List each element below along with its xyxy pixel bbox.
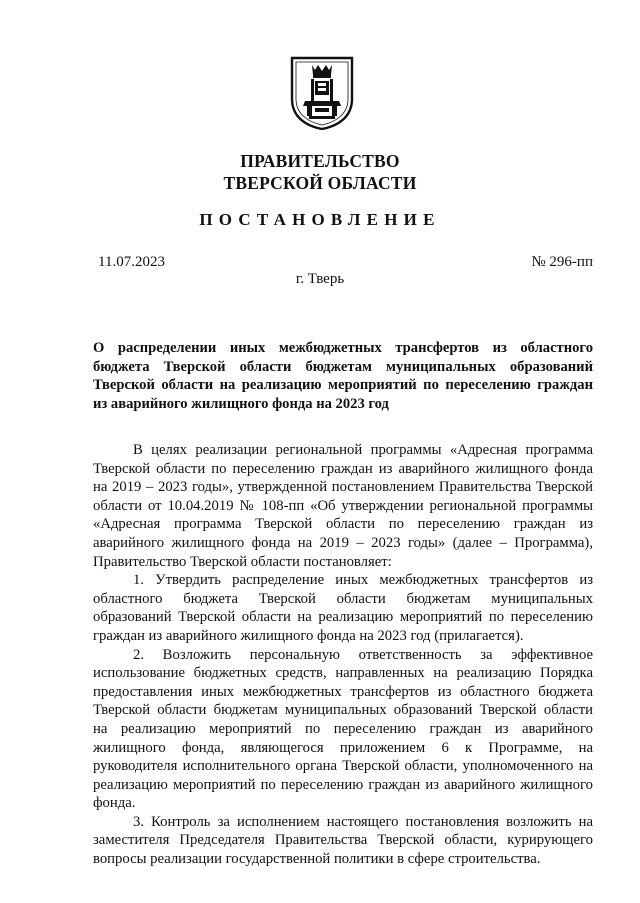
item-3-paragraph <box>93 813 593 869</box>
text-line: 1. Утвердить распределение иных межбюджетных трансфертов из <box>133 572 593 589</box>
text-line: вопросы реализации государственной политики в сфере строительства. <box>93 851 541 868</box>
title-line: из аварийного жилищного фонда на 2023 год <box>93 395 389 412</box>
document-city: г. Тверь <box>295 271 345 287</box>
document-title <box>93 339 593 413</box>
text-line: фонда. <box>93 795 136 812</box>
item-1-paragraph <box>93 571 593 645</box>
text-line: на 2019 – 2023 годы», утвержденной постановлением Правительства Тверской <box>93 479 593 496</box>
org-line-1: ПРАВИТЕЛЬСТВО <box>240 151 400 171</box>
organization-name <box>0 150 640 194</box>
text-line: жилищного фонда, являющегося приложением 6 к Программе, на <box>93 739 593 756</box>
text-line: предоставления иных межбюджетных трансфертов из областного бюджета <box>93 683 593 700</box>
text-line: В целях реализации региональной программы «Адресная программа <box>133 442 593 458</box>
text-line: области от 10.04.2019 № 108-пп «Об утверждении региональной программы <box>93 497 593 514</box>
document-body <box>93 441 593 869</box>
text-line: заместителя Председателя Правительства Тверской области, курирующего <box>93 832 593 849</box>
document-number: № 296-пп <box>531 254 593 270</box>
text-line: аварийного жилищного фонда на 2019 – 2023 годы» (далее – Программа), <box>93 534 593 551</box>
title-line: бюджета Тверской области бюджетам муниципальных образований <box>93 358 593 375</box>
text-line: на реализацию мероприятий по переселению граждан из аварийного <box>93 720 593 737</box>
text-line: 3. Контроль за исполнением настоящего постановления возложить на <box>133 813 593 830</box>
text-line: использование бюджетных средств, направленных на реализацию Порядка <box>93 665 593 682</box>
text-line: Тверской области бюджетам муниципальных образований Тверской области <box>93 702 593 719</box>
text-line: «Адресная программа Тверской области по переселению граждан из <box>93 516 593 533</box>
text-line: руководителя исполнительного органа Тверской области, уполномоченного на <box>93 758 593 775</box>
title-line: Тверской области на реализацию мероприятий по переселению граждан <box>93 377 593 393</box>
coat-of-arms-icon <box>289 55 355 131</box>
text-line: граждан из аварийного жилищного фонда на 2023 год (прилагается). <box>93 627 524 644</box>
preamble-paragraph <box>93 441 593 571</box>
document-type: ПОСТАНОВЛЕНИЕ <box>199 210 441 229</box>
document-date: 11.07.2023 <box>98 254 165 270</box>
text-line: 2. Возложить персональную ответственность за эффективное <box>133 646 593 663</box>
text-line: областного бюджета Тверской области бюджетам муниципальных <box>93 590 593 607</box>
org-line-2: ТВЕРСКОЙ ОБЛАСТИ <box>223 173 417 193</box>
title-line: О распределении иных межбюджетных трансфертов из областного <box>93 340 593 356</box>
text-line: Правительство Тверской области постановляет: <box>93 553 392 570</box>
text-line: Тверской области по переселению граждан из аварийного жилищного фонда <box>93 460 593 477</box>
text-line: реализацию мероприятий по переселению граждан из аварийного жилищного <box>93 776 593 793</box>
text-line: образований Тверской области на реализацию мероприятий по переселению <box>93 609 593 626</box>
item-2-paragraph <box>93 646 593 813</box>
